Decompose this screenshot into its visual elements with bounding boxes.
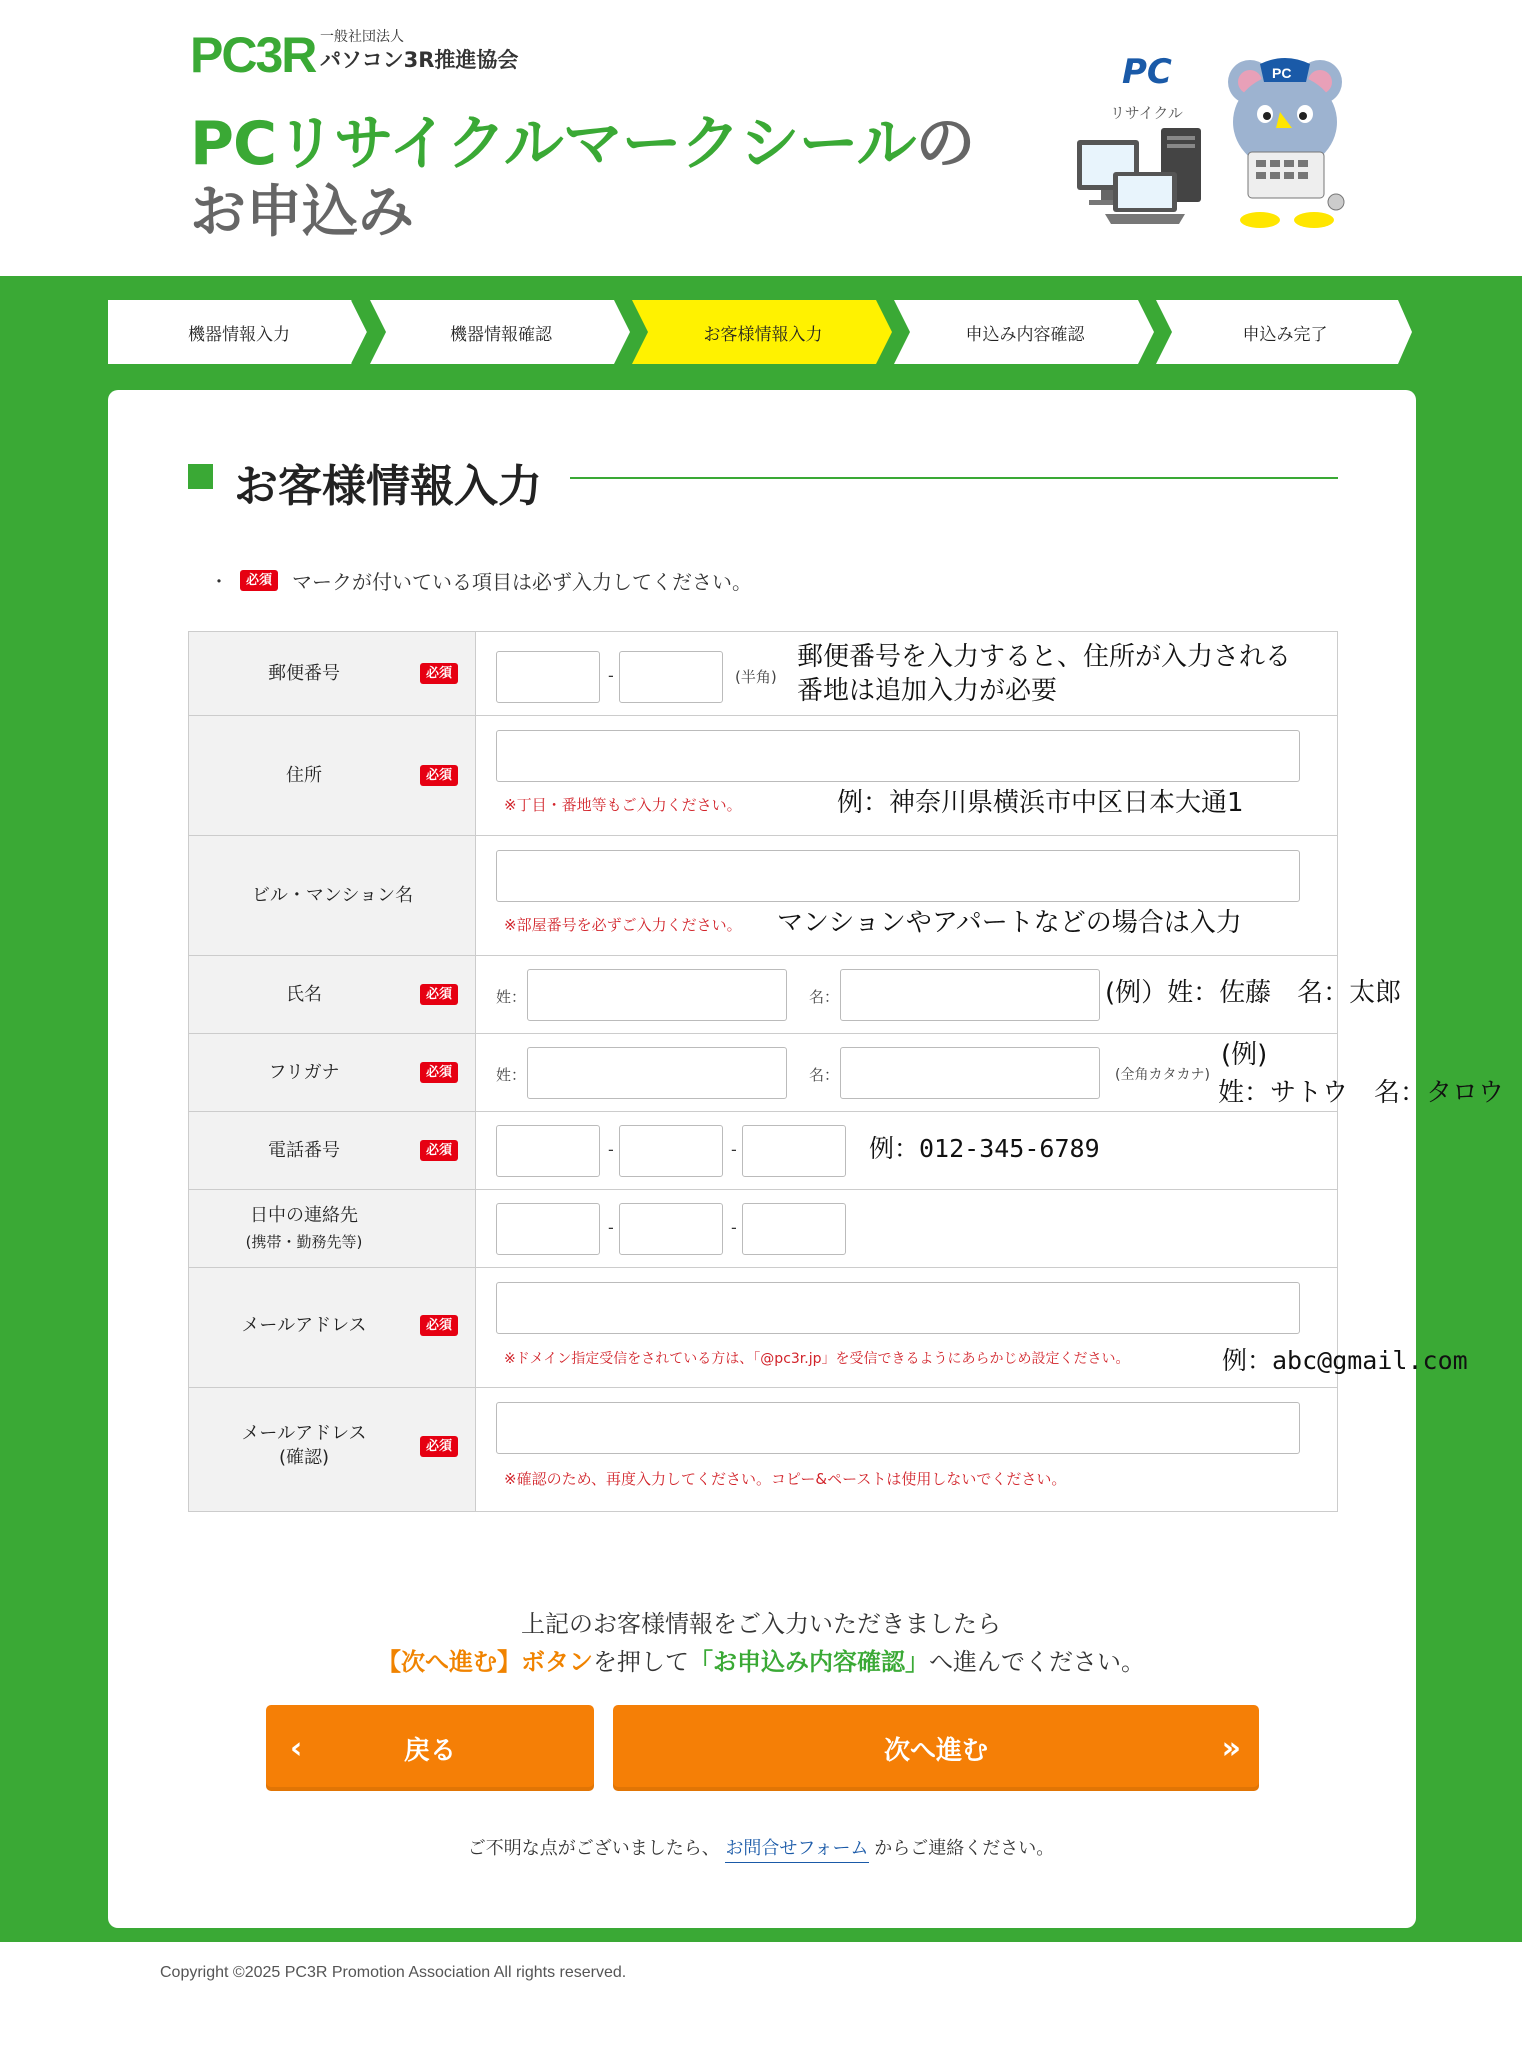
svg-text:PC: PC — [1272, 65, 1292, 81]
value-cell — [477, 1190, 1337, 1267]
step-1 — [108, 300, 370, 364]
pc-recycle-badge — [1110, 52, 1190, 122]
contact-before: ご不明な点がございましたら、 — [467, 1838, 720, 1859]
required-badge: 必須 — [420, 1315, 458, 1336]
badge-pc-text: PC — [1122, 52, 1172, 92]
row-daytime-contact — [189, 1190, 1337, 1268]
given-name-input[interactable] — [840, 969, 1100, 1021]
label-cell — [189, 956, 476, 1033]
email-hint: ※ドメイン指定受信をされている方は、「@pc3r.jp」を受信できるようにあらかじめ設定ください。 — [504, 1351, 1130, 1367]
postal-annotation-2: 番地は追加入力が必要 — [797, 676, 1058, 706]
title-main: PCリサイクルマークシール — [190, 109, 916, 179]
phone-annotation: 例：012-345-6789 — [869, 1134, 1100, 1163]
required-badge: 必須 — [420, 765, 458, 786]
copyright: Copyright ©2025 PC3R Promotion Association All rights reserved. — [160, 1964, 627, 1981]
email-input[interactable] — [496, 1282, 1300, 1334]
daytime-phone-1-input[interactable] — [496, 1203, 600, 1255]
step-2 — [370, 300, 632, 364]
building-hint: ※部屋番号を必ずご入力ください。 — [504, 916, 742, 934]
building-annotation: マンションやアパートなどの場合は入力 — [777, 908, 1242, 938]
label-daytime-sub: (携帯・勤務先等) — [245, 1233, 363, 1251]
phone-2-input[interactable] — [619, 1125, 723, 1177]
mascot-icon — [1210, 52, 1360, 232]
note-bullet: ・ — [210, 571, 228, 593]
address-hint: ※丁目・番地等もご入力ください。 — [504, 796, 742, 814]
value-cell — [477, 1268, 1337, 1387]
postal-annotation-1: 郵便番号を入力すると、住所が入力される — [797, 642, 1292, 672]
row-building — [189, 836, 1337, 956]
label-furigana: フリガナ — [268, 1062, 340, 1083]
instruction-line-1: 上記のお客様情報をご入力いただきましたら — [521, 1610, 1001, 1638]
dash: - — [608, 1218, 614, 1237]
step-1-label: 機器情報入力 — [188, 324, 290, 345]
surname-input[interactable] — [527, 969, 787, 1021]
back-button-label: 戻る — [403, 1735, 456, 1766]
heading-rule — [570, 477, 1338, 479]
org-type: 一般社団法人 — [320, 29, 404, 45]
label-email-confirm: メールアドレス — [241, 1423, 367, 1444]
step-3-active — [632, 300, 894, 364]
title-tail: の — [915, 109, 975, 179]
row-address — [189, 716, 1337, 836]
row-email — [189, 1268, 1337, 1388]
postal-code-1-input[interactable] — [496, 651, 600, 703]
instruction-end: へ進んでください。 — [929, 1648, 1145, 1676]
step-2-label: 機器情報確認 — [450, 324, 552, 345]
label-cell — [189, 1388, 476, 1511]
email-confirm-input[interactable] — [496, 1402, 1300, 1454]
contact-after: からご連絡ください。 — [874, 1838, 1055, 1859]
value-cell — [477, 1112, 1337, 1189]
label-cell — [189, 1034, 476, 1111]
next-button-reference: 【次へ進む】ボタン — [377, 1648, 593, 1676]
value-cell — [477, 836, 1337, 955]
address-annotation: 例：神奈川県横浜市中区日本大通1 — [837, 788, 1244, 818]
postal-code-2-input[interactable] — [619, 651, 723, 703]
required-badge: 必須 — [420, 1062, 458, 1083]
required-badge: 必須 — [420, 1436, 458, 1457]
address-input[interactable] — [496, 730, 1300, 782]
value-cell — [477, 716, 1337, 835]
given-name-label: 名： — [809, 988, 840, 1006]
step-5-label: 申込み完了 — [1242, 324, 1328, 345]
confirm-reference: 「お申込み内容確認」 — [689, 1648, 929, 1676]
dash: - — [608, 666, 614, 685]
required-note — [210, 566, 752, 595]
label-cell — [189, 716, 476, 835]
section-heading — [188, 450, 1338, 510]
daytime-phone-2-input[interactable] — [619, 1203, 723, 1255]
label-email: メールアドレス — [241, 1315, 367, 1336]
name-annotation: (例）姓：佐藤 名：太郎 — [1105, 978, 1402, 1008]
email-confirm-hint: ※確認のため、再度入力してください。コピー&ペーストは使用しないでください。 — [504, 1470, 1067, 1488]
surname-kana-label: 姓： — [496, 1066, 527, 1084]
required-badge: 必須 — [240, 570, 278, 591]
instruction-line-2 — [0, 1642, 1522, 1677]
label-daytime: 日中の連絡先 — [250, 1205, 358, 1226]
header — [0, 0, 1522, 276]
given-name-kana-input[interactable] — [840, 1047, 1100, 1099]
step-4 — [894, 300, 1156, 364]
label-phone: 電話番号 — [268, 1140, 340, 1161]
value-cell — [477, 1034, 1337, 1111]
value-cell — [477, 632, 1337, 715]
instruction-mid: を押して — [593, 1648, 689, 1676]
value-cell — [477, 956, 1402, 1033]
dash: - — [731, 1140, 737, 1159]
dash: - — [731, 1218, 737, 1237]
given-name-kana-label: 名： — [809, 1066, 840, 1084]
postal-hint: (半角) — [735, 668, 777, 686]
row-phone — [189, 1112, 1337, 1190]
step-3-label: お客様情報入力 — [703, 324, 823, 345]
computer-icon — [1075, 128, 1215, 228]
badge-recycle-text: リサイクル — [1110, 104, 1183, 122]
required-badge: 必須 — [420, 663, 458, 684]
label-address: 住所 — [286, 765, 322, 786]
kana-hint: (全角カタカナ) — [1115, 1067, 1210, 1083]
label-cell — [189, 836, 476, 955]
phone-1-input[interactable] — [496, 1125, 600, 1177]
next-button-label: 次へ進む — [883, 1735, 988, 1766]
building-input[interactable] — [496, 850, 1300, 902]
heading-square-icon — [188, 464, 213, 489]
back-button[interactable] — [266, 1705, 594, 1791]
section-title: お客様情報入力 — [234, 461, 542, 512]
label-cell — [189, 1268, 476, 1387]
surname-label: 姓： — [496, 988, 527, 1006]
row-email-confirm — [189, 1388, 1337, 1511]
row-furigana — [189, 1034, 1337, 1112]
label-cell — [189, 1190, 476, 1267]
label-building: ビル・マンション名 — [251, 885, 414, 906]
dash: - — [608, 1140, 614, 1159]
kana-annotation-1: (例) — [1221, 1040, 1268, 1070]
note-text: マークが付いている項目は必ず入力してください。 — [292, 570, 753, 594]
kana-annotation-2: 姓：サトウ 名：タロウ — [1218, 1078, 1505, 1108]
page-title-line2: お申込み — [190, 180, 414, 245]
label-cell — [189, 632, 476, 715]
label-name: 氏名 — [286, 984, 322, 1005]
required-badge: 必須 — [420, 984, 458, 1005]
label-postal: 郵便番号 — [268, 663, 340, 684]
chevron-left-icon: ‹ — [290, 1730, 303, 1766]
daytime-phone-3-input[interactable] — [742, 1203, 846, 1255]
logo[interactable]: PC3R — [190, 27, 316, 83]
phone-3-input[interactable] — [742, 1125, 846, 1177]
step-5 — [1156, 300, 1414, 364]
label-email-confirm-sub: (確認) — [278, 1447, 330, 1468]
contact-line — [0, 1834, 1522, 1860]
double-chevron-right-icon: » — [1221, 1730, 1241, 1766]
org-name: パソコン3R推進協会 — [320, 48, 519, 72]
row-name — [189, 956, 1402, 1034]
required-badge: 必須 — [420, 1140, 458, 1161]
contact-form-link[interactable]: お問合せフォーム — [725, 1838, 868, 1863]
value-cell — [477, 1388, 1337, 1511]
surname-kana-input[interactable] — [527, 1047, 787, 1099]
email-annotation: 例：abc@gmail.com — [1222, 1346, 1468, 1375]
next-button[interactable] — [613, 1705, 1259, 1791]
row-postal — [189, 632, 1337, 716]
label-cell — [189, 1112, 476, 1189]
step-4-label: 申込み内容確認 — [965, 324, 1085, 345]
progress-steps — [108, 300, 1414, 364]
